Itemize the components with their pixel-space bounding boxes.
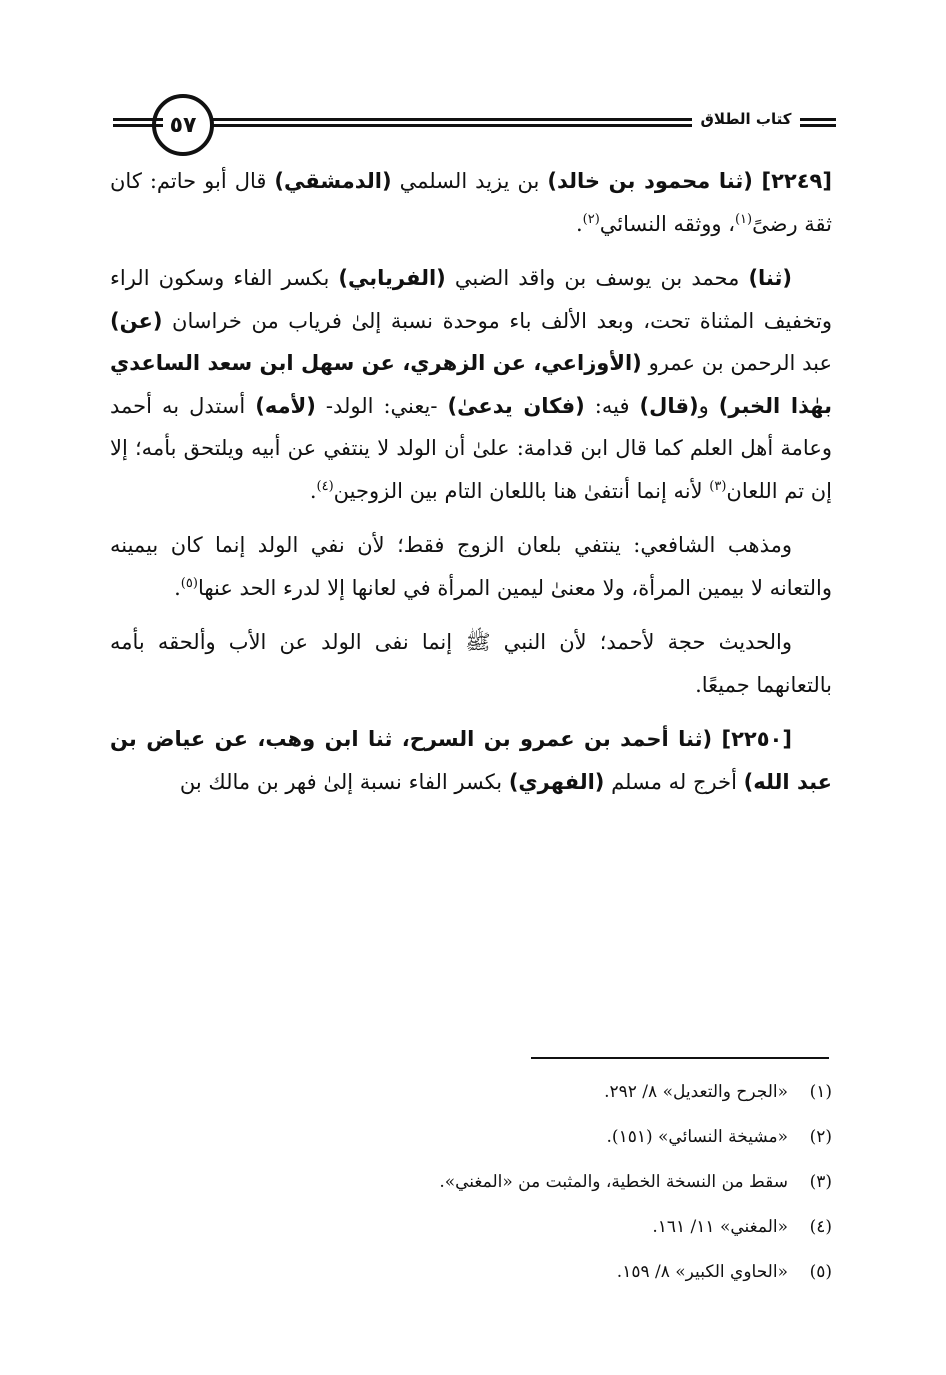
- paragraph: [110, 718, 832, 803]
- footnote-text: «مشيخة النسائي» (١٥١).: [606, 1127, 788, 1147]
- bold-text: (قال): [639, 393, 699, 418]
- footnote-ref: (٤): [316, 478, 334, 494]
- paragraph: [110, 257, 832, 512]
- text-run: فيه:: [584, 393, 640, 418]
- footnote-ref: (٣): [709, 478, 727, 494]
- header-rule-title: [800, 118, 836, 132]
- footnote: [110, 1070, 832, 1115]
- running-title: كتاب الطلاق: [700, 110, 792, 128]
- text-run: بكسر الفاء وسكون الراء وتخفيف المثناة تحت، وبعد الألف باء موحدة نسبة إلىٰ فرياب من خراسان: [110, 266, 832, 333]
- paragraph: [110, 621, 832, 706]
- bold-text: (ثنا): [748, 266, 792, 290]
- paragraph: [110, 524, 832, 609]
- main-text: [110, 160, 832, 815]
- text-run: بن يزيد السلمي: [391, 169, 548, 193]
- footnote-ref: (٢): [582, 211, 600, 227]
- footnote-number: (٥): [809, 1262, 832, 1282]
- text-run: قال أبو حاتم: كان ثقة رضىً: [110, 169, 832, 236]
- page-number: ٥٧: [152, 94, 214, 156]
- footnote-text: «الجرح والتعديل» ٨/ ٢٩٢.: [604, 1082, 788, 1102]
- text-run: و: [698, 393, 719, 418]
- text-run: بكسر الفاء نسبة إلىٰ فهر بن مالك بن: [179, 769, 509, 794]
- footnote: [110, 1250, 832, 1295]
- bold-text: [٢٢٥٠] (ثنا أحمد بن عمرو بن السرح، ثنا ابن وهب، عن عياض بن عبد الله): [110, 727, 832, 794]
- footnote-text: «الحاوي الكبير» ٨/ ١٥٩.: [616, 1262, 788, 1282]
- bold-text: (الفريابي): [338, 266, 446, 290]
- text-run: ومذهب الشافعي: ينتفي بلعان الزوج فقط؛ لأن نفي الولد إنما كان بيمينه والتعانه لا بيمين المرأة، ولا معنىٰ ليمين المرأة في لعانها إلا لدرء الحد عنها: [110, 533, 832, 600]
- bold-text: (الأوزاعي، عن الزهري، عن سهل ابن سعد الساعدي بهٰذا الخبر): [110, 351, 832, 418]
- text-run: محمد بن يوسف بن واقد الضبي: [445, 266, 749, 290]
- bold-text: [٢٢٤٩] (ثنا محمود بن خالد): [547, 169, 832, 193]
- text-run: .: [575, 211, 583, 236]
- footnote: [110, 1115, 832, 1160]
- text-run: -يعني: الولد-: [315, 393, 448, 418]
- text-run: .: [309, 478, 317, 503]
- footnote-ref: (١): [734, 211, 753, 227]
- footnote-ref: (٥): [180, 575, 198, 591]
- bold-text: (فكان يدعىٰ): [447, 393, 585, 418]
- footnote: [110, 1205, 832, 1250]
- bold-text: (الدمشقي): [274, 169, 392, 193]
- footnote-number: (٤): [809, 1217, 832, 1237]
- paragraph: [110, 160, 832, 245]
- text-run: ، ووثقه النسائي: [599, 211, 735, 236]
- text-run: لأنه إنما أنتفىٰ هنا باللعان التام بين الزوجين: [333, 478, 710, 503]
- text-run: والحديث حجة لأحمد؛ لأن النبي ﷺ إنما نفى الولد عن الأب وألحقه بأمه بالتعانهما جميعًا.: [110, 630, 832, 697]
- footnotes: [110, 1070, 832, 1295]
- bold-text: (الفهري): [508, 769, 605, 794]
- footnote-divider: [531, 1057, 829, 1059]
- bold-text: (عن): [110, 308, 163, 333]
- text-run: أستدل به أحمد وعامة أهل العلم كما قال ابن قدامة: علىٰ أن الولد لا ينتفي عن أبيه ويلتحق بأمه؛ إلا إن تم اللعان: [110, 393, 832, 503]
- footnote: [110, 1160, 832, 1205]
- bold-text: (لأمه): [255, 393, 316, 418]
- footnote-number: (١): [809, 1082, 832, 1102]
- footnote-number: (٣): [809, 1172, 832, 1192]
- text-run: عبد الرحمن بن عمرو: [641, 351, 833, 375]
- header-rule-right: [212, 118, 692, 132]
- footnote-text: سقط من النسخة الخطية، والمثبت من «المغني».: [439, 1172, 788, 1192]
- footnote-number: (٢): [809, 1127, 832, 1147]
- text-run: .: [174, 575, 181, 600]
- footnote-text: «المغني» ١١/ ١٦١.: [652, 1217, 788, 1237]
- text-run: أخرج له مسلم: [604, 769, 744, 794]
